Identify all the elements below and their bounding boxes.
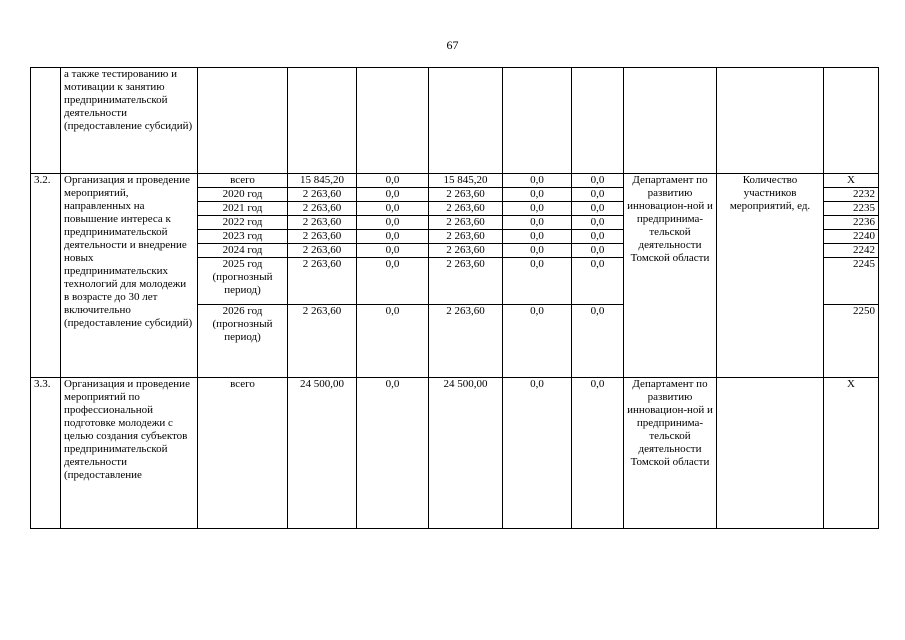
cell-num [31, 68, 61, 174]
cell-other: 0,0 [572, 202, 624, 216]
cell-num: 3.3. [31, 378, 61, 529]
cell-total [288, 68, 357, 174]
cell-local: 0,0 [503, 216, 572, 230]
cell-federal: 0,0 [357, 230, 429, 244]
table-row-continuation [31, 68, 879, 174]
cell-regional: 2 263,60 [429, 244, 503, 258]
cell-regional: 15 845,20 [429, 174, 503, 188]
cell-value: 2235 [824, 202, 879, 216]
cell-local: 0,0 [503, 258, 572, 305]
cell-federal: 0,0 [357, 174, 429, 188]
cell-indicator: Количество участников мероприятий, ед. [717, 174, 824, 378]
cell-value: 2245 [824, 258, 879, 305]
cell-period: всего [198, 378, 288, 529]
cell-activity-name: Организация и проведение мероприятий, направленных на повышение интереса к предпринимательской деятельности и внедрение новых предпринимательских технологий для молодежи в возрасте до 30 лет включительно (предоставление субсидий) [61, 174, 198, 378]
cell-federal: 0,0 [357, 244, 429, 258]
page-number: 67 [446, 38, 459, 52]
cell-other: 0,0 [572, 174, 624, 188]
cell-federal: 0,0 [357, 216, 429, 230]
cell-regional: 2 263,60 [429, 188, 503, 202]
cell-other: 0,0 [572, 230, 624, 244]
cell-local: 0,0 [503, 174, 572, 188]
cell-value: 2232 [824, 188, 879, 202]
cell-local: 0,0 [503, 378, 572, 529]
cell-regional [429, 68, 503, 174]
cell-period: 2024 год [198, 244, 288, 258]
cell-local: 0,0 [503, 202, 572, 216]
cell-value: Х [824, 174, 879, 188]
program-activities-table [30, 67, 879, 529]
cell-federal: 0,0 [357, 188, 429, 202]
cell-local [503, 68, 572, 174]
cell-federal: 0,0 [357, 378, 429, 529]
cell-local: 0,0 [503, 188, 572, 202]
cell-other: 0,0 [572, 258, 624, 305]
cell-regional: 2 263,60 [429, 202, 503, 216]
cell-federal [357, 68, 429, 174]
cell-executor [624, 68, 717, 174]
cell-total: 2 263,60 [288, 216, 357, 230]
cell-value: Х [824, 378, 879, 529]
cell-other: 0,0 [572, 216, 624, 230]
cell-federal: 0,0 [357, 258, 429, 305]
cell-federal: 0,0 [357, 202, 429, 216]
cell-other: 0,0 [572, 378, 624, 529]
cell-total: 2 263,60 [288, 188, 357, 202]
cell-federal: 0,0 [357, 305, 429, 378]
cell-executor: Департамент по развитию инновацион-ной и предпринима-тельской деятельности Томской области [624, 174, 717, 378]
cell-indicator [717, 378, 824, 529]
cell-value [824, 68, 879, 174]
cell-local: 0,0 [503, 305, 572, 378]
cell-total: 2 263,60 [288, 230, 357, 244]
cell-num: 3.2. [31, 174, 61, 378]
cell-period: 2022 год [198, 216, 288, 230]
cell-period [198, 68, 288, 174]
cell-other: 0,0 [572, 188, 624, 202]
cell-local: 0,0 [503, 244, 572, 258]
cell-regional: 2 263,60 [429, 230, 503, 244]
cell-regional: 2 263,60 [429, 216, 503, 230]
cell-other [572, 68, 624, 174]
cell-value: 2242 [824, 244, 879, 258]
table-row-3-2-total [31, 174, 879, 188]
cell-value: 2250 [824, 305, 879, 378]
cell-total: 2 263,60 [288, 244, 357, 258]
cell-period: 2026 год (прогнозный период) [198, 305, 288, 378]
cell-regional: 24 500,00 [429, 378, 503, 529]
cell-period: 2025 год (прогнозный период) [198, 258, 288, 305]
table-row-3-3-total [31, 378, 879, 529]
cell-local: 0,0 [503, 230, 572, 244]
cell-period: всего [198, 174, 288, 188]
cell-activity-name: а также тестированию и мотивации к занятию предпринимательской деятельности (предоставление субсидий) [61, 68, 198, 174]
cell-total: 15 845,20 [288, 174, 357, 188]
cell-total: 2 263,60 [288, 202, 357, 216]
cell-total: 24 500,00 [288, 378, 357, 529]
cell-other: 0,0 [572, 244, 624, 258]
cell-executor: Департамент по развитию инновацион-ной и предпринима-тельской деятельности Томской области [624, 378, 717, 529]
cell-total: 2 263,60 [288, 305, 357, 378]
cell-period: 2021 год [198, 202, 288, 216]
cell-period: 2020 год [198, 188, 288, 202]
cell-activity-name: Организация и проведение мероприятий по профессиональной подготовке молодежи с целью создания субъектов предпринимательской деятельности (предоставление [61, 378, 198, 529]
cell-other: 0,0 [572, 305, 624, 378]
cell-period: 2023 год [198, 230, 288, 244]
cell-regional: 2 263,60 [429, 305, 503, 378]
cell-value: 2236 [824, 216, 879, 230]
cell-regional: 2 263,60 [429, 258, 503, 305]
cell-total: 2 263,60 [288, 258, 357, 305]
cell-indicator [717, 68, 824, 174]
cell-value: 2240 [824, 230, 879, 244]
